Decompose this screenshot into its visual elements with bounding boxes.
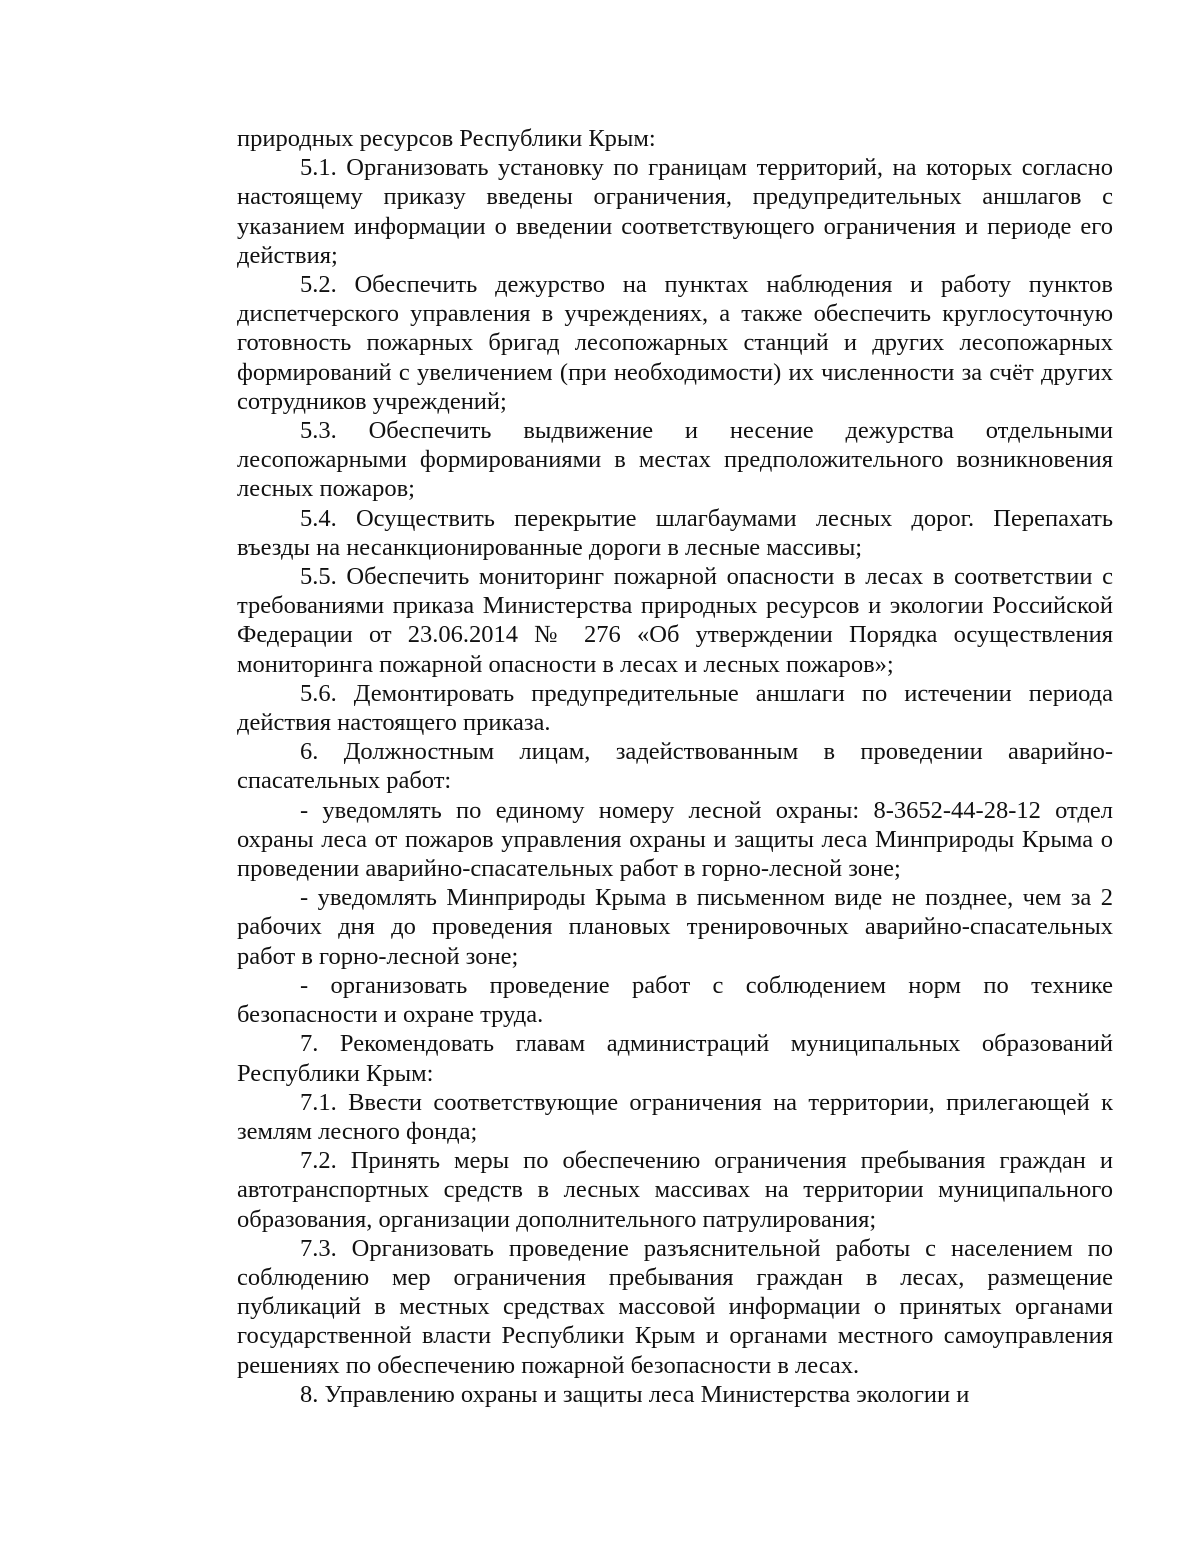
paragraph-7-1: 7.1. Ввести соответствующие ограничения на территории, прилегающей к землям лесного фонда;: [237, 1088, 1113, 1145]
paragraph-6-notify-forest-guard: - уведомлять по единому номеру лесной охраны: 8-3652-44-28-12 отдел охраны леса от пожаров управления охраны и защиты леса Минприроды Крыма о проведении аварийно-спасательных работ в горно-лесной зоне;: [237, 796, 1113, 883]
paragraph-8: 8. Управлению охраны и защиты леса Министерства экологии и: [300, 1380, 970, 1408]
paragraph-6-safety: - организовать проведение работ с соблюдением норм по технике безопасности и охране труда.: [237, 971, 1113, 1029]
paragraph-5-2: 5.2. Обеспечить дежурство на пунктах наблюдения и работу пунктов диспетчерского управления в учреждениях, а также обеспечить круглосуточную готовность пожарных бригад лесопожарных станций и других лесопожарных формирований с увеличением (при необходимости) их численности за счёт других сотрудников учреждений;: [237, 271, 1113, 415]
paragraph-5-6: 5.6. Демонтировать предупредительные аншлаги по истечении периода действия настоящего приказа.: [237, 679, 1113, 737]
paragraph-5-4: 5.4. Осуществить перекрытие шлагбаумами лесных дорог. Перепахать въезды на несанкционированные дороги в лесные массивы;: [237, 504, 1113, 561]
paragraph-7-2: 7.2. Принять меры по обеспечению ограничения пребывания граждан и автотранспортных средств в лесных массивах на территории муниципального образования, организации дополнительного патрулирования;: [237, 1147, 1113, 1233]
paragraph-5-5: 5.5. Обеспечить мониторинг пожарной опасности в лесах в соответствии с требованиями приказа Министерства природных ресурсов и экологии Российской Федерации от 23.06.2014 № 276 «Об утверждении Порядка осуществления мониторинга пожарной опасности в лесах и лесных пожаров»;: [237, 563, 1113, 678]
paragraph-6-notify-written: - уведомлять Минприроды Крыма в письменном виде не позднее, чем за 2 рабочих дня до проведения плановых тренировочных аварийно-спасательных работ в горно-лесной зоне;: [237, 884, 1113, 970]
paragraph-5-3: 5.3. Обеспечить выдвижение и несение дежурства отдельными лесопожарными формированиями в местах предположительного возникновения лесных пожаров;: [237, 417, 1113, 503]
paragraph-7: 7. Рекомендовать главам администраций муниципальных образований Республики Крым:: [237, 1030, 1113, 1087]
paragraph-5-1: 5.1. Организовать установку по границам территорий, на которых согласно настоящему приказу введены ограничения, предупредительных аншлагов с указанием информации о введении соответствующего ограничения и периоде его действия;: [237, 154, 1113, 269]
document-page: [237, 124, 1113, 1409]
paragraph-7-3: 7.3. Организовать проведение разъяснительной работы с населением по соблюдению мер ограничения пребывания граждан в лесах, размещение публикаций в местных средствах массовой информации о принятых органами государственной власти Республики Крым и органами местного самоуправления решениях по обеспечению пожарной безопасности в лесах.: [237, 1234, 1113, 1379]
paragraph-6: 6. Должностным лицам, задействованным в проведении аварийно-спасательных работ:: [237, 738, 1113, 795]
paragraph-intro: природных ресурсов Республики Крым:: [237, 125, 656, 152]
